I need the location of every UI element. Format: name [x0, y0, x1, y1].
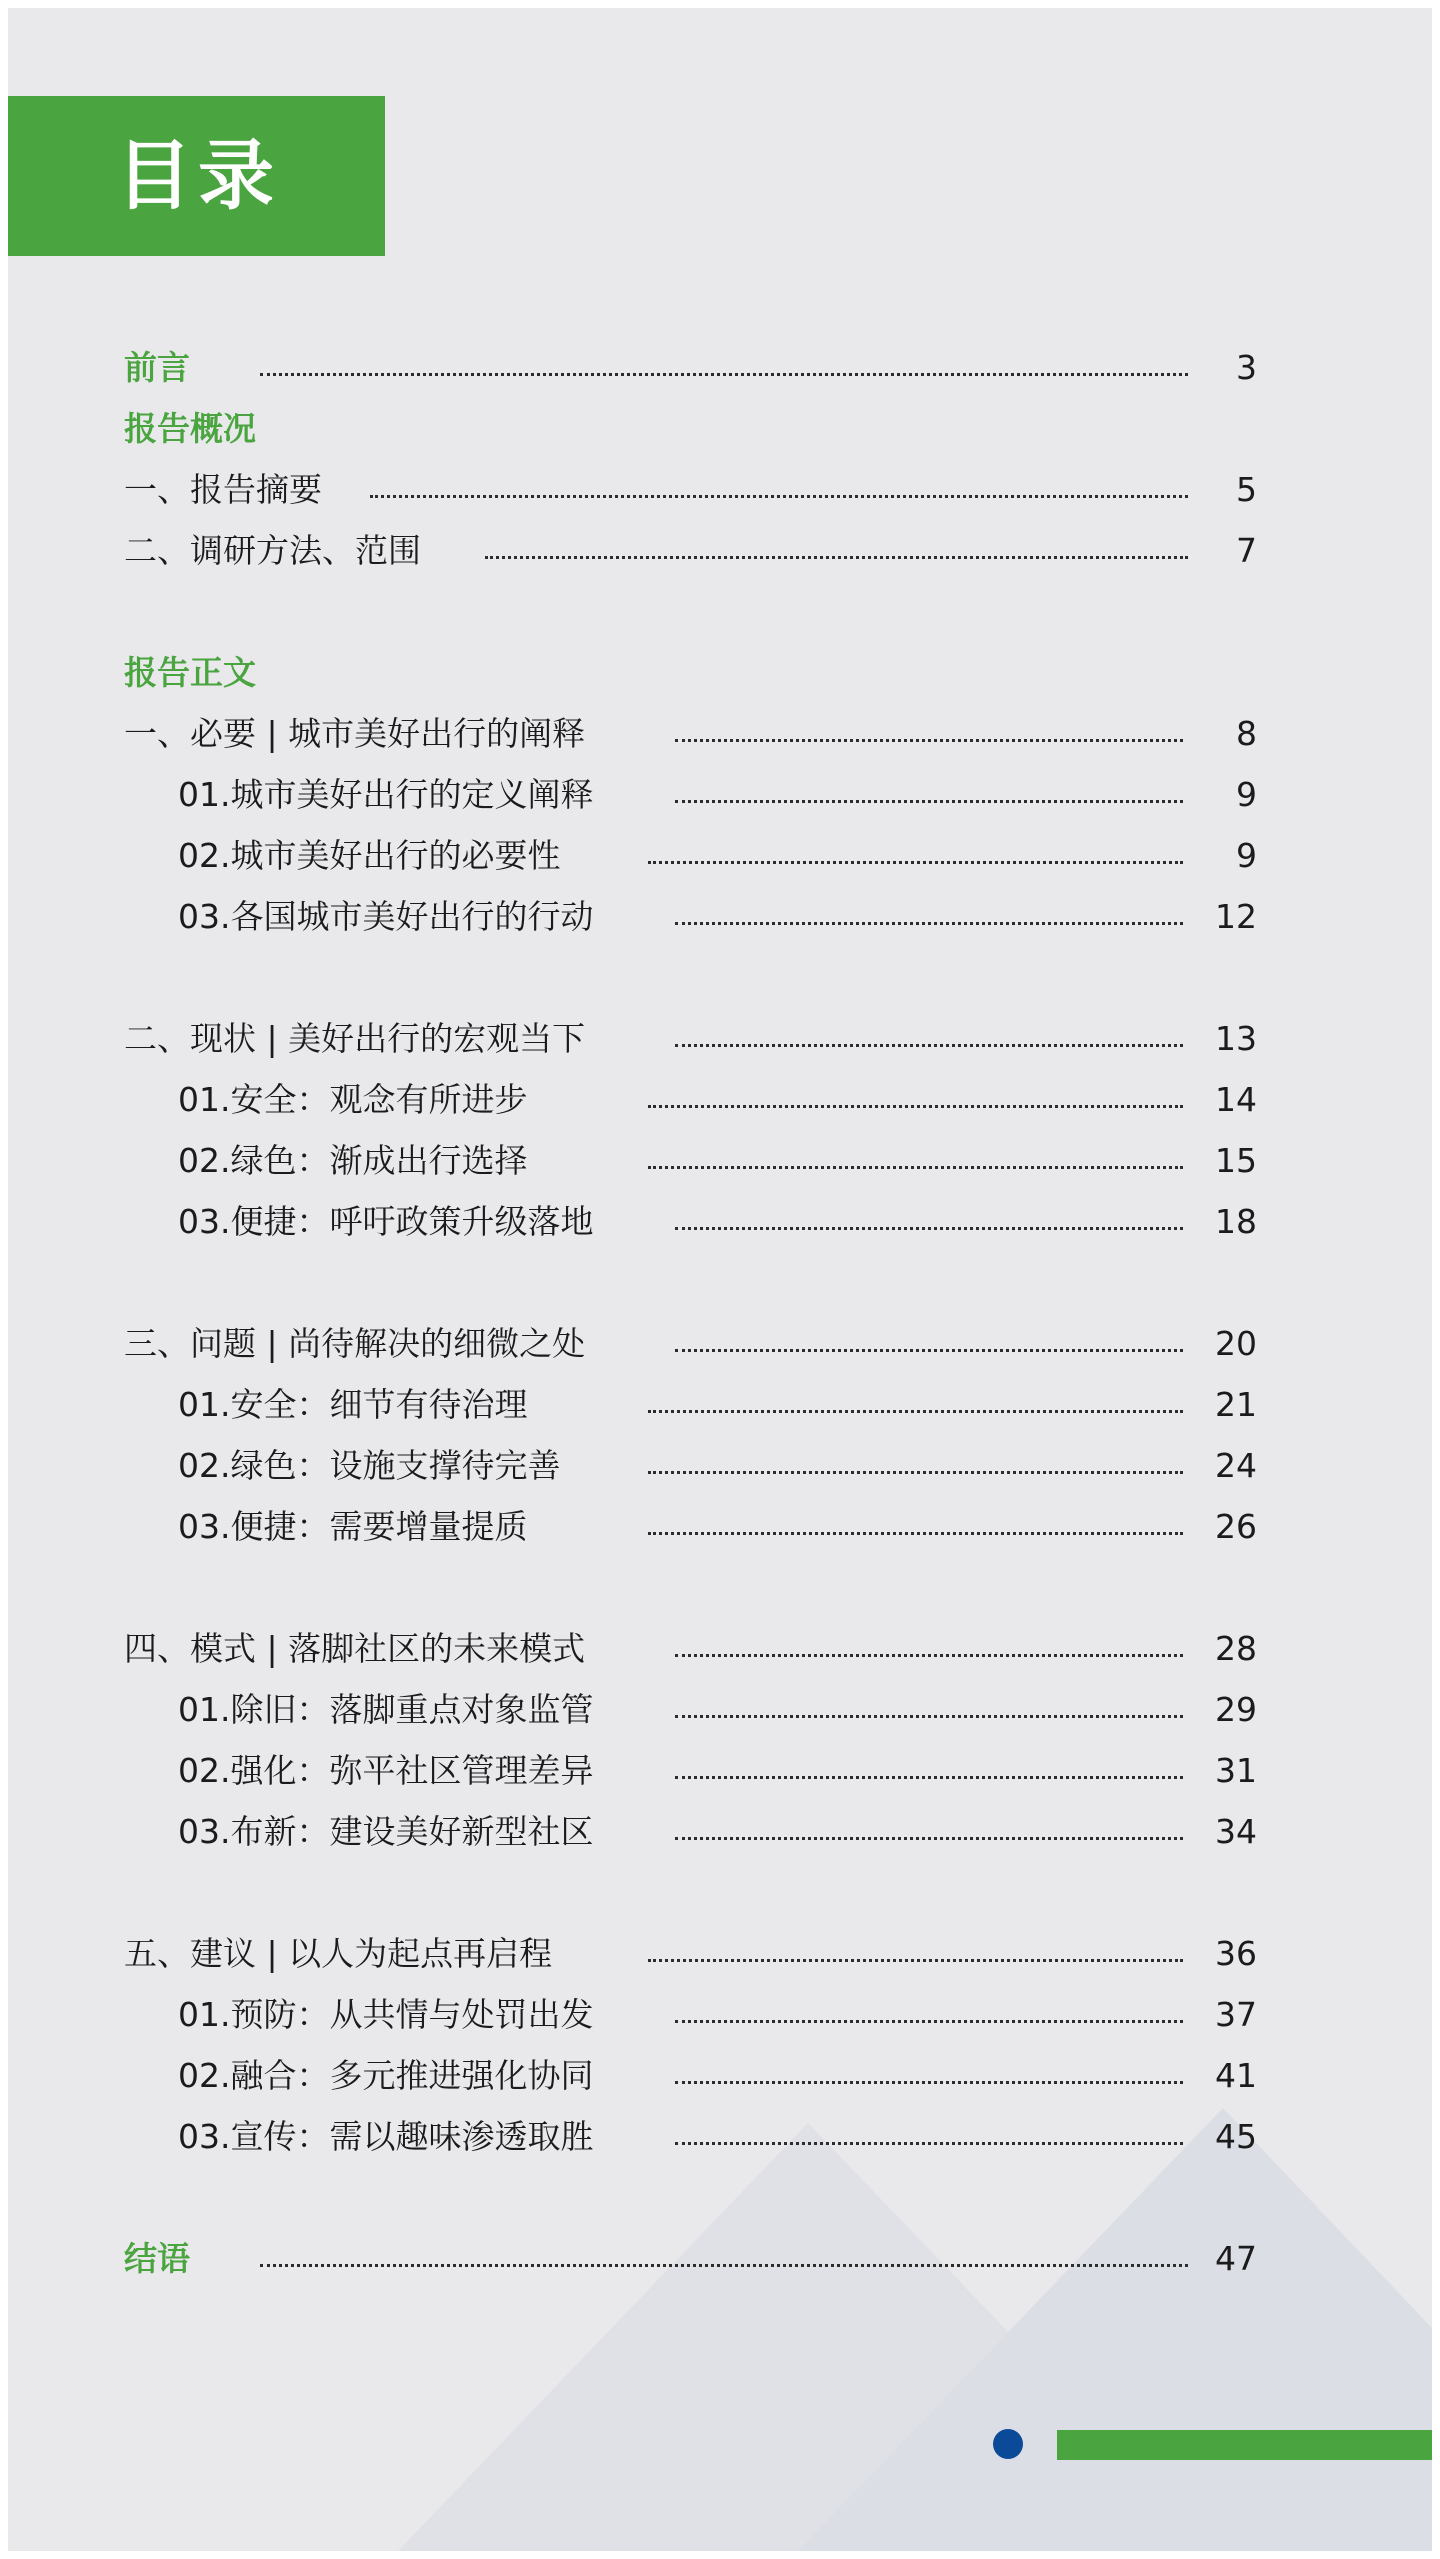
toc-label: 03.布新：建设美好新型社区	[178, 1812, 594, 1851]
toc-entry[interactable]	[8, 1136, 1432, 1186]
toc-page-number: 29	[1215, 1690, 1257, 1729]
toc-page-number: 36	[1215, 1934, 1257, 1973]
toc-leader-dots	[675, 2081, 1183, 2084]
toc-leader-dots	[648, 1166, 1183, 1169]
toc-entry[interactable]	[8, 1319, 1432, 1369]
toc-page-number: 12	[1215, 897, 1257, 936]
toc-label: 02.绿色：渐成出行选择	[178, 1141, 528, 1180]
toc-entry[interactable]	[8, 2051, 1432, 2101]
toc-entry[interactable]	[8, 1807, 1432, 1857]
toc-leader-dots	[675, 1349, 1183, 1352]
toc-leader-dots	[260, 2264, 1188, 2267]
toc-label: 一、必要 | 城市美好出行的阐释	[124, 714, 586, 753]
toc-entry[interactable]	[8, 1502, 1432, 1552]
toc-entry[interactable]	[8, 892, 1432, 942]
toc-leader-dots	[675, 1776, 1183, 1779]
toc-leader-dots	[675, 2020, 1183, 2023]
toc-label: 02.融合：多元推进强化协同	[178, 2056, 594, 2095]
toc-label: 01.除旧：落脚重点对象监管	[178, 1690, 594, 1729]
toc-entry[interactable]	[8, 1746, 1432, 1796]
toc-leader-dots	[675, 1837, 1183, 1840]
toc-page-number: 15	[1215, 1141, 1257, 1180]
toc-entry[interactable]	[8, 1075, 1432, 1125]
toc-page-number: 47	[1215, 2239, 1257, 2278]
toc-entry[interactable]	[8, 1685, 1432, 1735]
toc-leader-dots	[675, 1044, 1183, 1047]
toc-entry[interactable]	[8, 1990, 1432, 2040]
toc-page-number: 9	[1236, 836, 1257, 875]
toc-label: 01.预防：从共情与处罚出发	[178, 1995, 594, 2034]
toc-page-number: 20	[1215, 1324, 1257, 1363]
toc-leader-dots	[370, 495, 1188, 498]
toc-label: 03.宣传：需以趣味渗透取胜	[178, 2117, 594, 2156]
toc-leader-dots	[675, 1227, 1183, 1230]
toc-page-number: 28	[1215, 1629, 1257, 1668]
toc-entry[interactable]	[8, 404, 1432, 454]
toc-label: 二、调研方法、范围	[124, 531, 421, 570]
toc-label: 03.便捷：呼吁政策升级落地	[178, 1202, 594, 1241]
toc-page-number: 45	[1215, 2117, 1257, 2156]
toc-heading: 报告概况	[124, 409, 256, 448]
toc-leader-dots	[675, 739, 1183, 742]
toc-label: 01.安全：细节有待治理	[178, 1385, 528, 1424]
toc-leader-dots	[675, 2142, 1183, 2145]
toc-leader-dots	[648, 1105, 1183, 1108]
toc-label: 02.绿色：设施支撑待完善	[178, 1446, 561, 1485]
toc-page-number: 3	[1236, 348, 1257, 387]
toc-label: 四、模式 | 落脚社区的未来模式	[124, 1629, 586, 1668]
toc-leader-dots	[260, 373, 1188, 376]
toc-page-number: 41	[1215, 2056, 1257, 2095]
toc-page-number: 9	[1236, 775, 1257, 814]
toc-entry[interactable]	[8, 709, 1432, 759]
blue-dot-decoration	[993, 2429, 1023, 2459]
toc-label: 三、问题 | 尚待解决的细微之处	[124, 1324, 586, 1363]
toc-leader-dots	[648, 1471, 1183, 1474]
toc-page-number: 37	[1215, 1995, 1257, 2034]
toc-heading: 前言	[124, 348, 190, 387]
toc-entry[interactable]	[8, 1380, 1432, 1430]
toc-leader-dots	[675, 800, 1183, 803]
toc-leader-dots	[675, 922, 1183, 925]
toc-entry[interactable]	[8, 1014, 1432, 1064]
toc-entry[interactable]	[8, 1197, 1432, 1247]
toc-page-number: 31	[1215, 1751, 1257, 1790]
toc-label: 五、建议 | 以人为起点再启程	[124, 1934, 553, 1973]
toc-entry[interactable]	[8, 465, 1432, 515]
toc-label: 01.安全：观念有所进步	[178, 1080, 528, 1119]
page-title: 目录	[116, 131, 280, 220]
toc-entry[interactable]	[8, 343, 1432, 393]
toc-page-number: 21	[1215, 1385, 1257, 1424]
toc-leader-dots	[485, 556, 1188, 559]
toc-label: 03.各国城市美好出行的行动	[178, 897, 594, 936]
toc-label: 02.强化：弥平社区管理差异	[178, 1751, 594, 1790]
toc-heading: 报告正文	[124, 653, 256, 692]
toc-entry[interactable]	[8, 770, 1432, 820]
toc-leader-dots	[648, 861, 1183, 864]
table-of-contents	[8, 8, 1432, 2551]
toc-heading: 结语	[124, 2239, 190, 2278]
green-bar-decoration	[1057, 2430, 1432, 2460]
toc-label: 03.便捷：需要增量提质	[178, 1507, 528, 1546]
toc-entry[interactable]	[8, 2112, 1432, 2162]
toc-label: 一、报告摘要	[124, 470, 322, 509]
toc-entry[interactable]	[8, 1441, 1432, 1491]
toc-leader-dots	[675, 1715, 1183, 1718]
toc-label: 二、现状 | 美好出行的宏观当下	[124, 1019, 586, 1058]
toc-page-number: 14	[1215, 1080, 1257, 1119]
toc-page-number: 8	[1236, 714, 1257, 753]
toc-entry[interactable]	[8, 1624, 1432, 1674]
document-page	[8, 8, 1432, 2551]
toc-page-number: 5	[1236, 470, 1257, 509]
toc-entry[interactable]	[8, 831, 1432, 881]
toc-page-number: 24	[1215, 1446, 1257, 1485]
toc-page-number: 13	[1215, 1019, 1257, 1058]
toc-page-number: 18	[1215, 1202, 1257, 1241]
toc-entry[interactable]	[8, 1929, 1432, 1979]
toc-leader-dots	[648, 1532, 1183, 1535]
toc-page-number: 26	[1215, 1507, 1257, 1546]
toc-entry[interactable]	[8, 648, 1432, 698]
toc-leader-dots	[648, 1410, 1183, 1413]
toc-label: 02.城市美好出行的必要性	[178, 836, 561, 875]
toc-page-number: 7	[1236, 531, 1257, 570]
toc-entry[interactable]	[8, 2234, 1432, 2284]
toc-label: 01.城市美好出行的定义阐释	[178, 775, 594, 814]
toc-leader-dots	[648, 1959, 1183, 1962]
toc-page-number: 34	[1215, 1812, 1257, 1851]
toc-leader-dots	[675, 1654, 1183, 1657]
toc-entry[interactable]	[8, 526, 1432, 576]
